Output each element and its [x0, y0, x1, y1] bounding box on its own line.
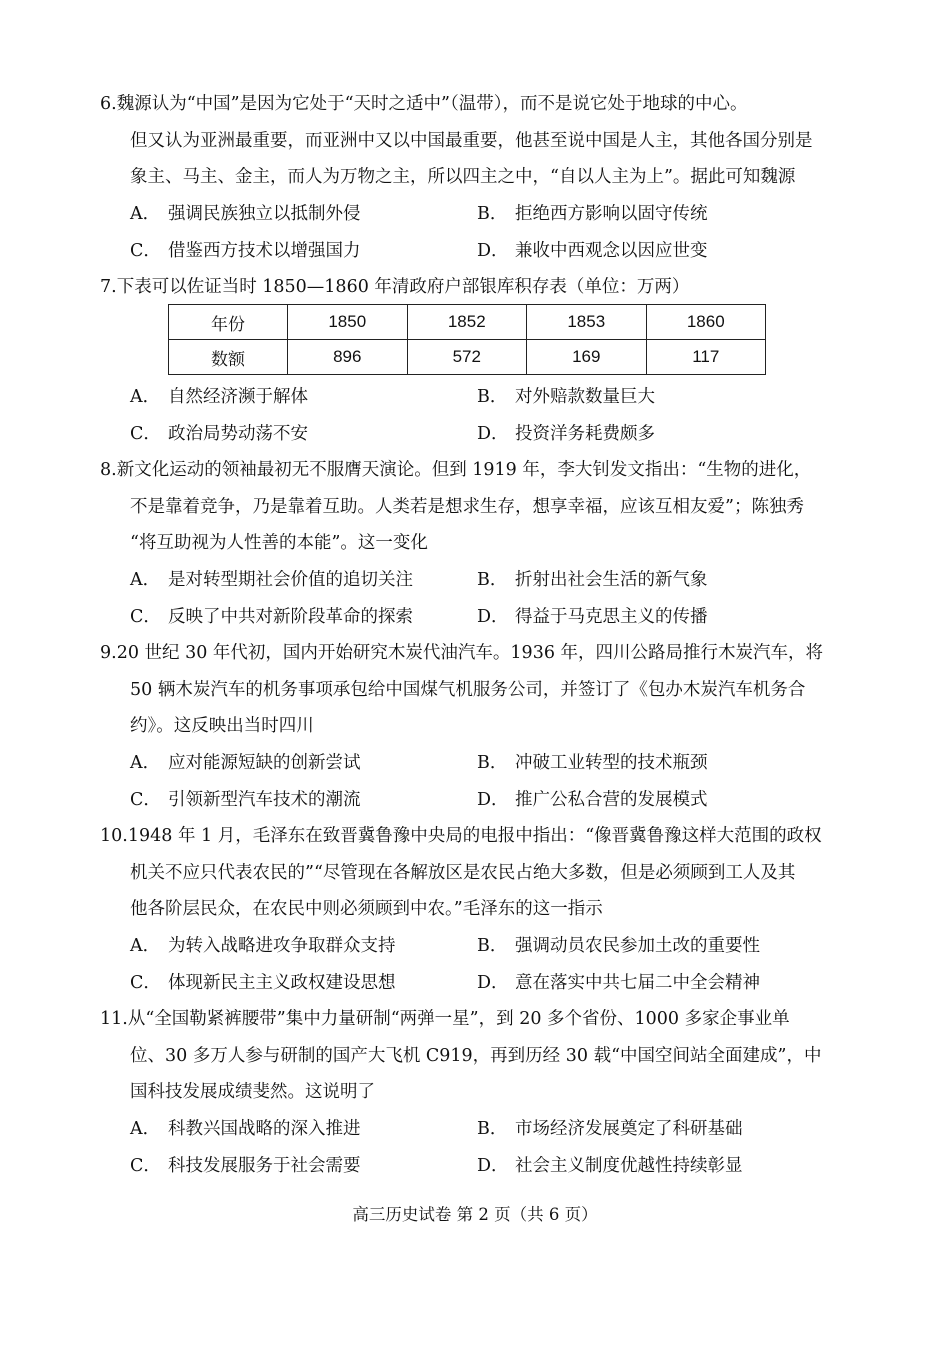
option-c[interactable]: C． 借鉴西方技术以增强国力: [130, 240, 361, 261]
option-d[interactable]: D． 意在落实中共七届二中全会精神: [477, 972, 760, 993]
option-a[interactable]: A． 应对能源短缺的创新尝试: [130, 753, 361, 774]
question-text: 不是靠着竞争，乃是靠着互助。人类若是想求生存，想享幸福，应该互相友爱”；陈独秀: [130, 496, 804, 517]
question-6: [100, 86, 850, 269]
option-row: [100, 1111, 850, 1148]
option-a[interactable]: A． 强调民族独立以抵制外侵: [130, 204, 361, 225]
option-a[interactable]: A． 自然经济濒于解体: [130, 387, 308, 407]
option-a[interactable]: A． 科教兴国战略的深入推进: [130, 1119, 361, 1140]
question-text: 国科技发展成绩斐然。这说明了: [130, 1082, 375, 1103]
table-cell: 896: [288, 340, 408, 375]
question-number: 10.: [100, 826, 128, 846]
table-row: [169, 305, 766, 340]
option-c[interactable]: C． 反映了中共对新阶段革命的探索: [130, 606, 413, 627]
option-b[interactable]: B． 拒绝西方影响以固守传统: [477, 204, 708, 225]
question-text: 但又认为亚洲最重要，而亚洲中又以中国最重要，他甚至说中国是人主，其他各国分别是: [130, 130, 813, 151]
option-d[interactable]: D． 投资洋务耗费颇多: [477, 423, 655, 444]
option-a[interactable]: A． 为转入战略进攻争取群众支持: [130, 936, 396, 957]
question-number: 6.: [100, 94, 117, 114]
option-c[interactable]: C． 科技发展服务于社会需要: [130, 1155, 361, 1176]
question-8: [100, 452, 850, 635]
question-text: 他各阶层民众，在农民中则必须顾到中农。”毛泽东的这一指示: [130, 899, 603, 920]
question-line: [100, 818, 850, 855]
table-header-cell: 数额: [169, 340, 288, 375]
option-row: [100, 965, 850, 1002]
question-line: [100, 452, 850, 489]
question-text: 约》。这反映出当时四川: [130, 716, 314, 737]
option-row: [100, 379, 850, 416]
table-cell: 572: [407, 340, 527, 375]
question-text: “将互助视为人性善的本能”。这一变化: [130, 533, 428, 554]
option-row: [100, 1148, 850, 1185]
option-row: [100, 928, 850, 965]
question-10: [100, 818, 850, 1001]
question-text: 新文化运动的领袖最初无不服膺天演论。但到 1919 年，李大钊发文指出：“生物的进化，: [116, 460, 812, 480]
question-9: [100, 635, 850, 818]
question-number: 7.: [100, 277, 117, 297]
question-number: 11.: [100, 1009, 128, 1029]
question-text: 象主、马主、金主，而人为万物之主，所以四主之中，“自以人主为上”。据此可知魏源: [130, 167, 796, 188]
option-row: [100, 782, 850, 819]
question-7-options: [100, 379, 850, 452]
question-text: 机关不应只代表农民的”“尽管现在各解放区是农民占绝大多数，但是必须顾到工人及其: [130, 862, 796, 883]
option-b[interactable]: B． 折射出社会生活的新气象: [477, 570, 708, 591]
option-d[interactable]: D． 得益于马克思主义的传播: [477, 606, 708, 627]
option-c[interactable]: C． 政治局势动荡不安: [130, 423, 308, 444]
question-text: 20 世纪 30 年代初，国内开始研究木炭代油汽车。1936 年，四川公路局推行木炭汽车，将: [116, 643, 824, 663]
question-text: 50 辆木炭汽车的机务事项承包给中国煤气机服务公司，并签订了《包办木炭汽车机务合: [130, 679, 806, 700]
option-c[interactable]: C． 体现新民主主义政权建设思想: [130, 972, 396, 993]
question-line: [100, 635, 850, 672]
table-header-cell: 年份: [169, 305, 288, 340]
question-line: [100, 86, 850, 123]
silver-reserve-table: [168, 304, 766, 375]
option-row: [100, 196, 850, 233]
option-d[interactable]: D． 推广公私合营的发展模式: [477, 789, 708, 810]
option-c[interactable]: C． 引领新型汽车技术的潮流: [130, 789, 361, 810]
question-11: [100, 1001, 850, 1184]
table-cell: 1860: [646, 305, 766, 340]
page-footer: 高三历史试卷 第 2 页（共 6 页）: [352, 1205, 598, 1224]
question-line: [100, 1001, 850, 1038]
option-d[interactable]: D． 社会主义制度优越性持续彰显: [477, 1155, 743, 1176]
option-row: [100, 599, 850, 636]
option-a[interactable]: A． 是对转型期社会价值的追切关注: [130, 570, 413, 591]
table-cell: 1852: [407, 305, 527, 340]
table-cell: 169: [527, 340, 647, 375]
question-line: [100, 269, 850, 306]
option-b[interactable]: B． 市场经济发展奠定了科研基础: [477, 1119, 743, 1140]
table-cell: 117: [646, 340, 766, 375]
question-text: 魏源认为“中国”是因为它处于“天时之适中”（温带），而不是说它处于地球的中心。: [116, 94, 748, 114]
question-text: 从“全国勒紧裤腰带”集中力量研制“两弹一星”，到 20 多个省份、1000 多家企事业单: [127, 1009, 790, 1029]
option-row: [100, 416, 850, 453]
option-row: [100, 562, 850, 599]
table-row: [169, 340, 766, 375]
option-b[interactable]: B． 对外赔款数量巨大: [477, 387, 655, 407]
question-number: 8.: [100, 460, 117, 480]
option-b[interactable]: B． 冲破工业转型的技术瓶颈: [477, 753, 708, 774]
question-text: 下表可以佐证当时 1850—1860 年清政府户部银库积存表（单位：万两）: [116, 277, 690, 297]
question-text: 位、30 多万人参与研制的国产大飞机 C919，再到历经 30 载“中国空间站全面建成”，中: [130, 1045, 822, 1066]
question-number: 9.: [100, 643, 117, 663]
option-d[interactable]: D． 兼收中西观念以因应世变: [477, 240, 708, 261]
question-text: 1948 年 1 月，毛泽东在致晋冀鲁豫中央局的电报中指出：“像晋冀鲁豫这样大范围的政权: [127, 826, 822, 846]
table-cell: 1850: [288, 305, 408, 340]
option-row: [100, 745, 850, 782]
question-7: [100, 269, 850, 306]
table-cell: 1853: [527, 305, 647, 340]
option-row: [100, 233, 850, 270]
option-b[interactable]: B． 强调动员农民参加土改的重要性: [477, 936, 760, 957]
